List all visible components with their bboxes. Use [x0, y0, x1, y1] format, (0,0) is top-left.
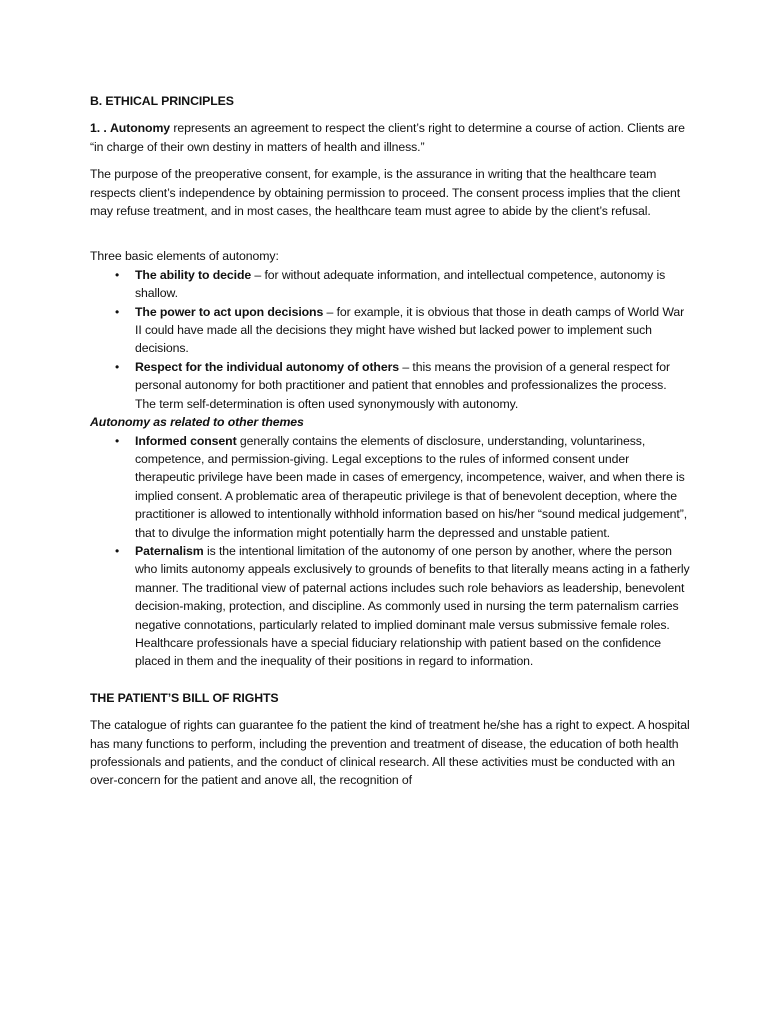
bullet-icon: • [115, 543, 120, 558]
list-item [90, 358, 690, 413]
bullet-icon: • [115, 433, 120, 448]
consent-purpose-paragraph: The purpose of the preoperative consent, for example, is the assurance in writing that the healthcare team respects client’s independence by obtaining permission to proceed. The consent process implies that the client may refuse treatment, and in most cases, the healthcare team must agree to abide by the client’s refusal. [90, 167, 681, 219]
element-term: Respect for the individual autonomy of others [135, 359, 400, 374]
section-title-bill-of-rights: THE PATIENT’S BILL OF RIGHTS [90, 690, 279, 705]
section-title-ethical-principles: B. ETHICAL PRINCIPLES [90, 94, 234, 108]
theme-term: Paternalism [135, 543, 204, 558]
element-term: The ability to decide [135, 267, 252, 282]
bullet-icon: • [115, 359, 120, 374]
list-item [90, 542, 690, 671]
bullet-icon: • [115, 267, 120, 282]
list-item [90, 432, 690, 542]
bill-of-rights-paragraph: The catalogue of rights can guarantee fo the patient the kind of treatment he/she has a right to expect. A hospital has many functions to perform, including the prevention and treatment of disease, the education of both health professionals and patients, and the conduct of clinical research. All these activities must be conducted with an over-concern for the patient and anove all, the recognition of [90, 718, 690, 788]
theme-term: Informed consent [135, 433, 237, 448]
list-item [90, 266, 690, 303]
themes-list [90, 432, 690, 671]
element-text: – for example, it is obvious that those in death camps of World War II could have made all the decisions they might have wished but lacked power to implement such decisions. [135, 304, 685, 356]
autonomy-number: 1. . [90, 121, 107, 136]
list-item [90, 303, 690, 358]
theme-text: is the intentional limitation of the autonomy of one person by another, where the person who limits autonomy appeals exclusively to grounds of benefits to that literally means acting in a fatherly manner. The traditional view of paternal actions includes such role behaviors as leadership, benevolent decision-making, protection, and discipline. As commonly used in nursing the term paternalism carries negative connotations, particularly related to implied dominant male versus submissive female roles. Healthcare professionals have a special fiduciary relationship with patient based on the confidence placed in them and the inequality of their positions in regard to information. [135, 543, 690, 669]
document-page [90, 92, 690, 790]
element-term: The power to act upon decisions [135, 304, 324, 319]
elements-heading: Three basic elements of autonomy: [90, 249, 279, 264]
theme-text: generally contains the elements of disclosure, understanding, voluntariness, competence, and permission-giving. Legal exceptions to the rules of informed consent under therapeutic privilege have been made in cases of emergency, incompetence, waiver, and when there is implied consent. A problematic area of therapeutic privilege is that of benevolent deception, where the practitioner is allowed to intentionally withhold information based on his/her “sound medical judgement”, that to divulge the information might potentially harm the depressed and unstable patient. [135, 433, 688, 540]
element-text: – for without adequate information, and intellectual competence, autonomy is shallow. [135, 267, 666, 301]
autonomy-definition-text: represents an agreement to respect the client’s right to determine a course of action. Clients are “in charge of their own destiny in matters of health and illness.” [90, 121, 685, 154]
bullet-icon: • [115, 304, 120, 319]
autonomy-term: Autonomy [110, 121, 171, 136]
element-text: – this means the provision of a general respect for personal autonomy for both practitioner and patient that ennobles and professionalizes the process. The term self-determination is often used synonymously with autonomy. [135, 359, 670, 411]
autonomy-definition [90, 119, 690, 156]
autonomy-elements-list [90, 266, 690, 413]
themes-heading: Autonomy as related to other themes [90, 415, 304, 430]
